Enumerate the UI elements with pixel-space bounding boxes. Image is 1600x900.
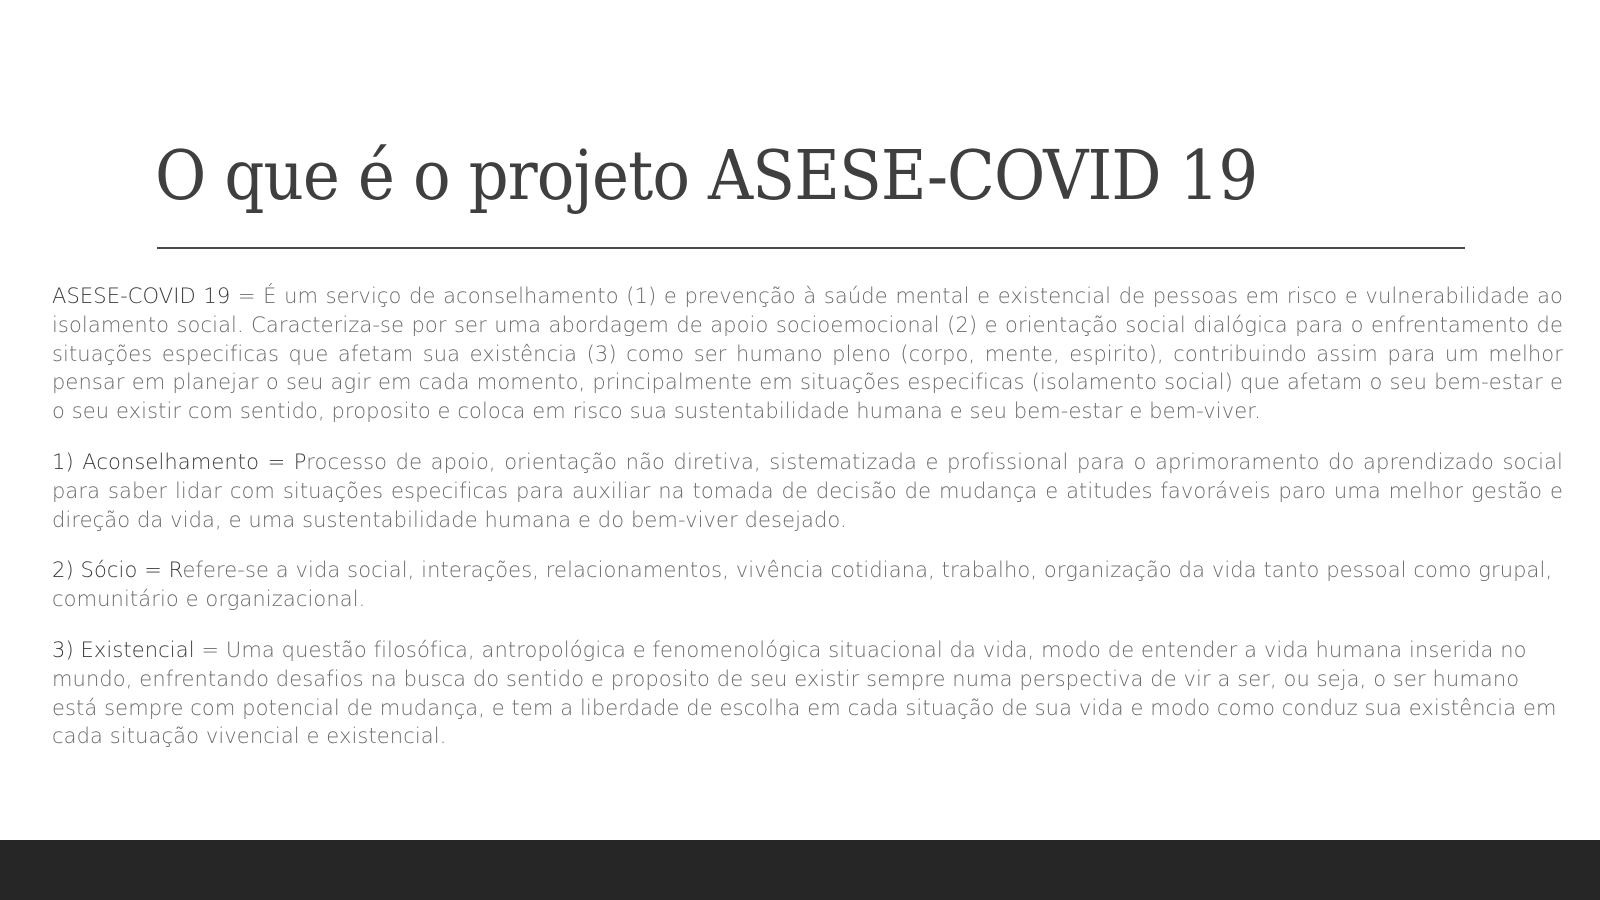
definition-text: = Uma questão filosófica, antropológica e fenomenológica situacional da vida, modo de entender a vida humana inserida no mundo, enfrentando desafios na busca do sentido e proposito de seu existir sempre numa perspectiva de vir a ser, ou seja, o ser humano está sempre com potencial de mudança, e tem a liberdade de escolha em cada situação de sua vida e modo como conduz sua existência em cada situação vivencial e existencial.: [52, 637, 1557, 749]
slide-body: [52, 282, 1563, 773]
definition-text: rocesso de apoio, orientação não diretiva, sistematizada e profissional para o aprimoramento do aprendizado social para saber lidar com situações especificas para auxiliar na tomada de decisão de mudança e atitudes favoráveis paro uma melhor gestão e direção da vida, e uma sustentabilidade humana e do bem-viver desejado.: [52, 449, 1563, 532]
definition-existencial: [52, 636, 1563, 751]
intro-text: = É um serviço de aconselhamento (1) e prevenção à saúde mental e existencial de pessoas em risco e vulnerabilidade ao isolamento social. Caracteriza-se por ser uma abordagem de apoio socioemocional (2) e orientação social dialógica para o enfrentamento de situações especificas que afetam sua existência (3) como ser humano pleno (corpo, mente, espirito), contribuindo assim para um melhor pensar em planejar o seu agir em cada momento, principalmente em situações especificas (isolamento social) que afetam o seu bem-estar e o seu existir com sentido, proposito e coloca em risco sua sustentabilidade humana e seu bem-estar e bem-viver.: [52, 284, 1563, 424]
definition-term: 3) Existencial: [52, 637, 195, 662]
intro-paragraph: [52, 282, 1563, 426]
definition-aconselhamento: [52, 448, 1563, 534]
footer-bar: [0, 840, 1600, 900]
definition-term: 1) Aconselhamento = P: [52, 449, 307, 474]
slide-title: O que é o projeto ASESE-COVID 19: [155, 137, 1258, 216]
definition-socio: [52, 556, 1563, 614]
definition-text: efere-se a vida social, interações, relacionamentos, vivência cotidiana, trabalho, organização da vida tanto pessoal como grupal, comunitário e organizacional.: [52, 558, 1553, 612]
definition-term: 2) Sócio = R: [52, 558, 183, 583]
intro-term: ASESE-COVID 19: [52, 284, 231, 308]
title-divider: [157, 247, 1465, 249]
